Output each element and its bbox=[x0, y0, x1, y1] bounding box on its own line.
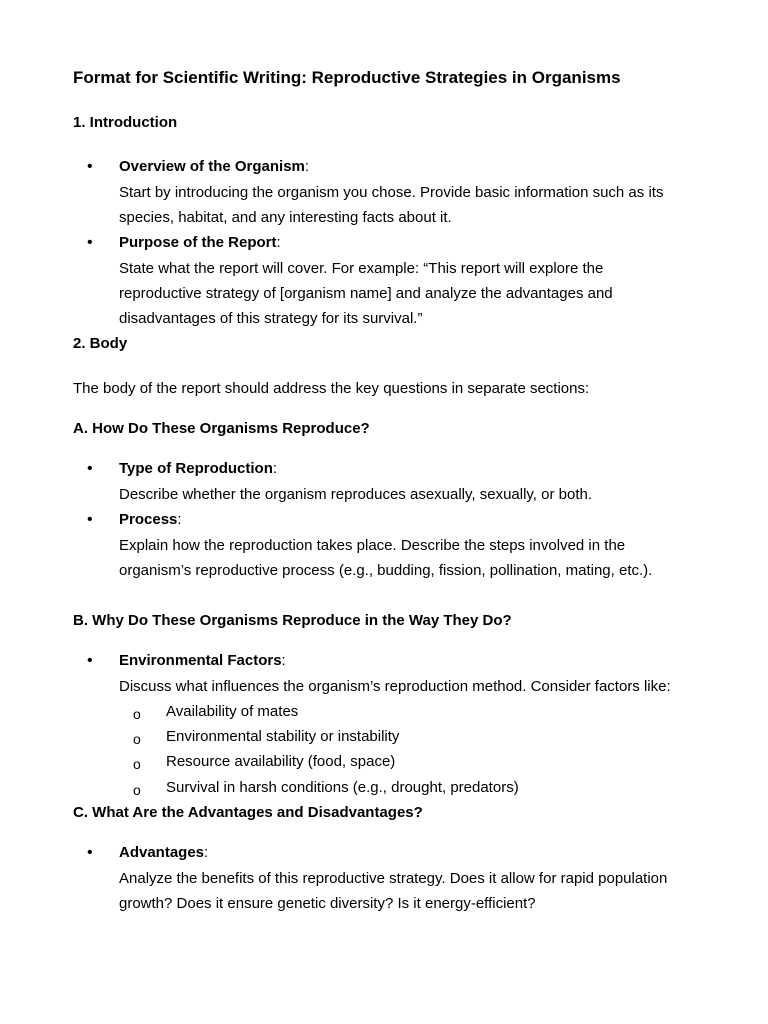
section-a-process-line-2: organism’s reproductive process (e.g., budding, fission, pollination, mating, etc.). bbox=[119, 562, 653, 579]
section-b-item-environment bbox=[119, 652, 286, 670]
intro-item-purpose bbox=[119, 234, 281, 252]
item-colon: : bbox=[177, 511, 182, 528]
intro-purpose-line-2: reproductive strategy of [organism name] and analyze the advantages and bbox=[119, 285, 613, 302]
intro-heading: 1. Introduction bbox=[73, 114, 178, 131]
item-label: Type of Reproduction bbox=[119, 460, 273, 477]
item-label: Overview of the Organism bbox=[119, 158, 305, 175]
sub-bullet-icon: o bbox=[133, 706, 141, 722]
item-label: Process bbox=[119, 511, 178, 528]
intro-overview-line-1: Start by introducing the organism you chose. Provide basic information such as its bbox=[119, 184, 664, 201]
section-c-advantages-line-1: Analyze the benefits of this reproductive strategy. Does it allow for rapid population bbox=[119, 870, 668, 887]
sub-bullet-icon: o bbox=[133, 731, 141, 747]
sub-list-item: Environmental stability or instability bbox=[166, 728, 400, 745]
section-b-environment-line-1: Discuss what influences the organism’s reproduction method. Consider factors like: bbox=[119, 678, 671, 695]
bullet-icon: • bbox=[87, 460, 93, 477]
item-colon: : bbox=[281, 652, 286, 669]
item-label: Purpose of the Report bbox=[119, 234, 277, 251]
body-paragraph: The body of the report should address the key questions in separate sections: bbox=[73, 380, 590, 397]
item-colon: : bbox=[272, 460, 278, 477]
section-a-item-type bbox=[119, 460, 277, 478]
intro-overview-line-2: species, habitat, and any interesting facts about it. bbox=[119, 209, 452, 226]
section-c-advantages-line-2: growth? Does it ensure genetic diversity? Is it energy-efficient? bbox=[119, 895, 536, 912]
section-c-item-advantages bbox=[119, 844, 208, 862]
bullet-icon: • bbox=[87, 511, 93, 528]
sub-list-item: Survival in harsh conditions (e.g., drought, predators) bbox=[166, 779, 519, 796]
section-b-heading: B. Why Do These Organisms Reproduce in the Way They Do? bbox=[73, 612, 512, 629]
bullet-icon: • bbox=[87, 158, 93, 175]
sub-list-item: Availability of mates bbox=[166, 703, 299, 720]
item-label: Environmental Factors bbox=[119, 652, 282, 669]
section-a-heading: A. How Do These Organisms Reproduce? bbox=[73, 420, 370, 437]
item-label: Advantages bbox=[119, 844, 205, 861]
sub-bullet-icon: o bbox=[133, 782, 141, 798]
bullet-icon: • bbox=[87, 234, 93, 251]
section-a-process-line-1: Explain how the reproduction takes place. Describe the steps involved in the bbox=[119, 537, 626, 554]
item-colon: : bbox=[304, 158, 310, 175]
sub-list-item: Resource availability (food, space) bbox=[166, 753, 396, 770]
section-a-type-line-1: Describe whether the organism reproduces asexually, sexually, or both. bbox=[119, 486, 593, 503]
item-colon: : bbox=[204, 844, 209, 861]
sub-bullet-icon: o bbox=[133, 756, 141, 772]
section-c-heading: C. What Are the Advantages and Disadvantages? bbox=[73, 804, 423, 821]
intro-purpose-line-1: State what the report will cover. For example: “This report will explore the bbox=[119, 260, 604, 277]
body-heading: 2. Body bbox=[73, 335, 128, 352]
section-a-item-process bbox=[119, 511, 182, 529]
item-colon: : bbox=[276, 234, 281, 251]
intro-purpose-line-3: disadvantages of this strategy for its survival.” bbox=[119, 310, 423, 327]
document-title: Format for Scientific Writing: Reproductive Strategies in Organisms bbox=[73, 68, 621, 87]
bullet-icon: • bbox=[87, 652, 93, 669]
intro-item-overview bbox=[119, 158, 309, 176]
bullet-icon: • bbox=[87, 844, 93, 861]
